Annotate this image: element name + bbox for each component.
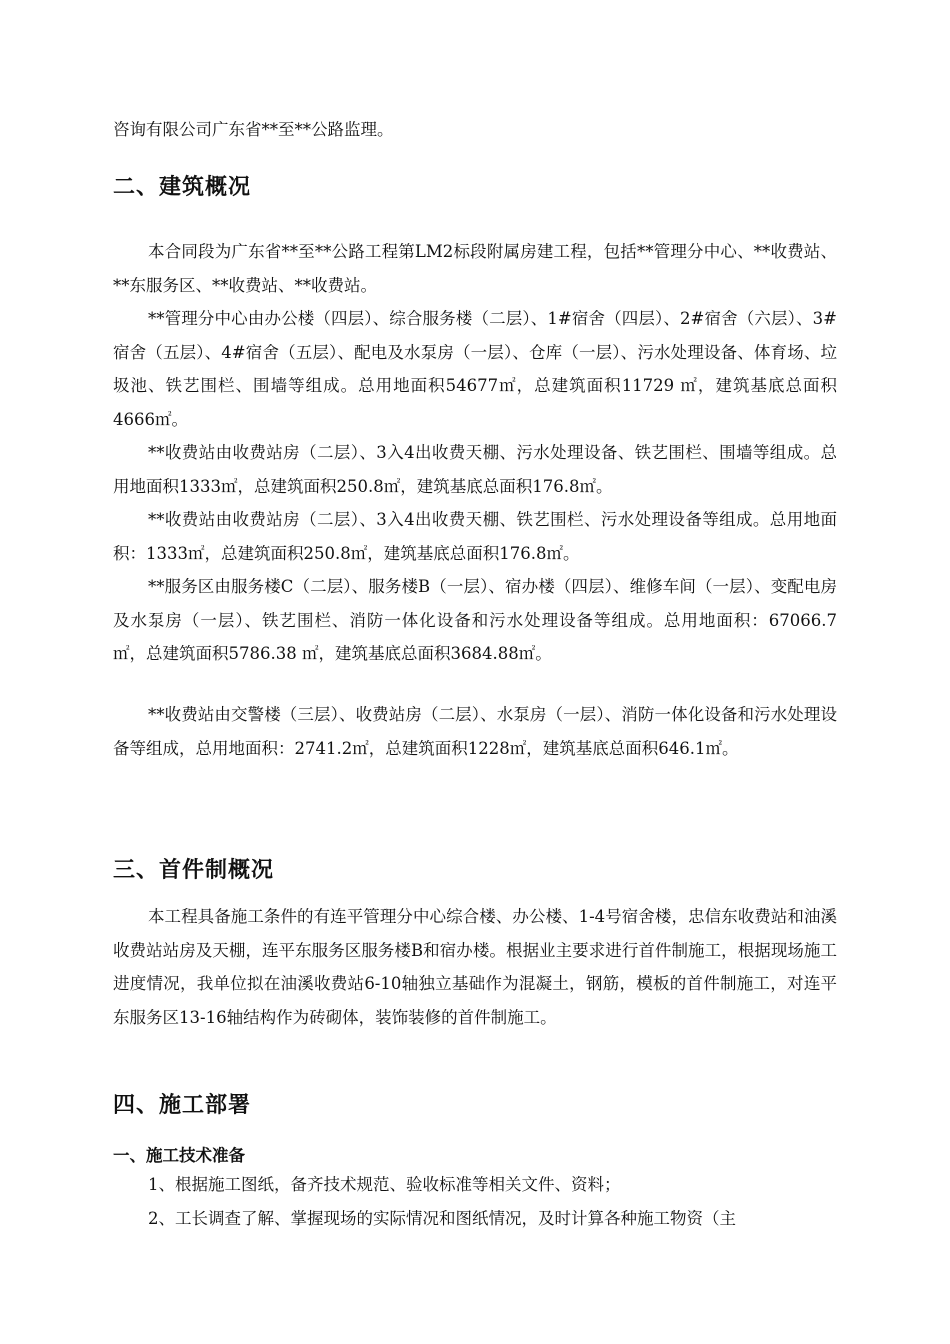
list-item: 2、工长调查了解、掌握现场的实际情况和图纸情况，及时计算各种施工物资（主 [148,1209,736,1228]
subsection-heading: 一、施工技术准备 [113,1146,245,1165]
section-3-paragraph: 本工程具备施工条件的有连平管理分中心综合楼、办公楼、1-4号宿舍楼，忠信东收费站和油溪收费站站房及天棚，连平东服务区服务楼B和宿办楼。根据业主要求进行首件制施工，根据现场施工进度情况，我单位拟在油溪收费站6-10轴独立基础作为混凝土，钢筋，模板的首件制施工，对连平东服务区13-16轴结构作为砖砌体，装饰装修的首件制施工。 [113,907,837,1027]
section-2-paragraph-6: **收费站由交警楼（三层）、收费站房（二层）、水泵房（一层）、消防一体化设备和污水处理设备等组成，总用地面积：2741.2㎡，总建筑面积1228㎡，建筑基底总面积646.1㎡。 [113,705,837,758]
section-2-paragraph-3: **收费站由收费站房（二层）、3入4出收费天棚、污水处理设备、铁艺围栏、围墙等组成。总用地面积1333㎡，总建筑面积250.8㎡，建筑基底总面积176.8㎡。 [113,443,837,496]
section-4-heading: 四、施工部署 [113,1093,252,1118]
section-3-heading: 三、首件制概况 [113,858,275,883]
section-2-paragraph-4: **收费站由收费站房（二层）、3入4出收费天棚、铁艺围栏、污水处理设备等组成。总用地面积：1333㎡，总建筑面积250.8㎡，建筑基底总面积176.8㎡。 [113,510,837,563]
intro-line: 咨询有限公司广东省**至**公路监理。 [113,120,394,139]
section-2-paragraph-5: **服务区由服务楼C（二层）、服务楼B（一层）、宿办楼（四层）、维修车间（一层）、变配电房及水泵房（一层）、铁艺围栏、消防一体化设备和污水处理设备等组成。总用地面积：67066.7 ㎡，总建筑面积5786.38 ㎡，建筑基底总面积3684.88㎡。 [113,577,837,664]
list-item: 1、根据施工图纸，备齐技术规范、验收标准等相关文件、资料； [148,1175,621,1194]
section-2-paragraph-2: **管理分中心由办公楼（四层）、综合服务楼（二层）、1#宿舍（四层）、2#宿舍（六层）、3#宿舍（五层）、4#宿舍（五层）、配电及水泵房（一层）、仓库（一层）、污水处理设备、体育场、垃圾池、铁艺围栏、围墙等组成。总用地面积54677㎡，总建筑面积11729 ㎡，建筑基底总面积4666㎡。 [113,309,837,429]
section-2-paragraph-1: 本合同段为广东省**至**公路工程第LM2标段附属房建工程，包括**管理分中心、**收费站、**东服务区、**收费站、**收费站。 [113,242,837,295]
section-2-heading: 二、建筑概况 [113,175,252,200]
